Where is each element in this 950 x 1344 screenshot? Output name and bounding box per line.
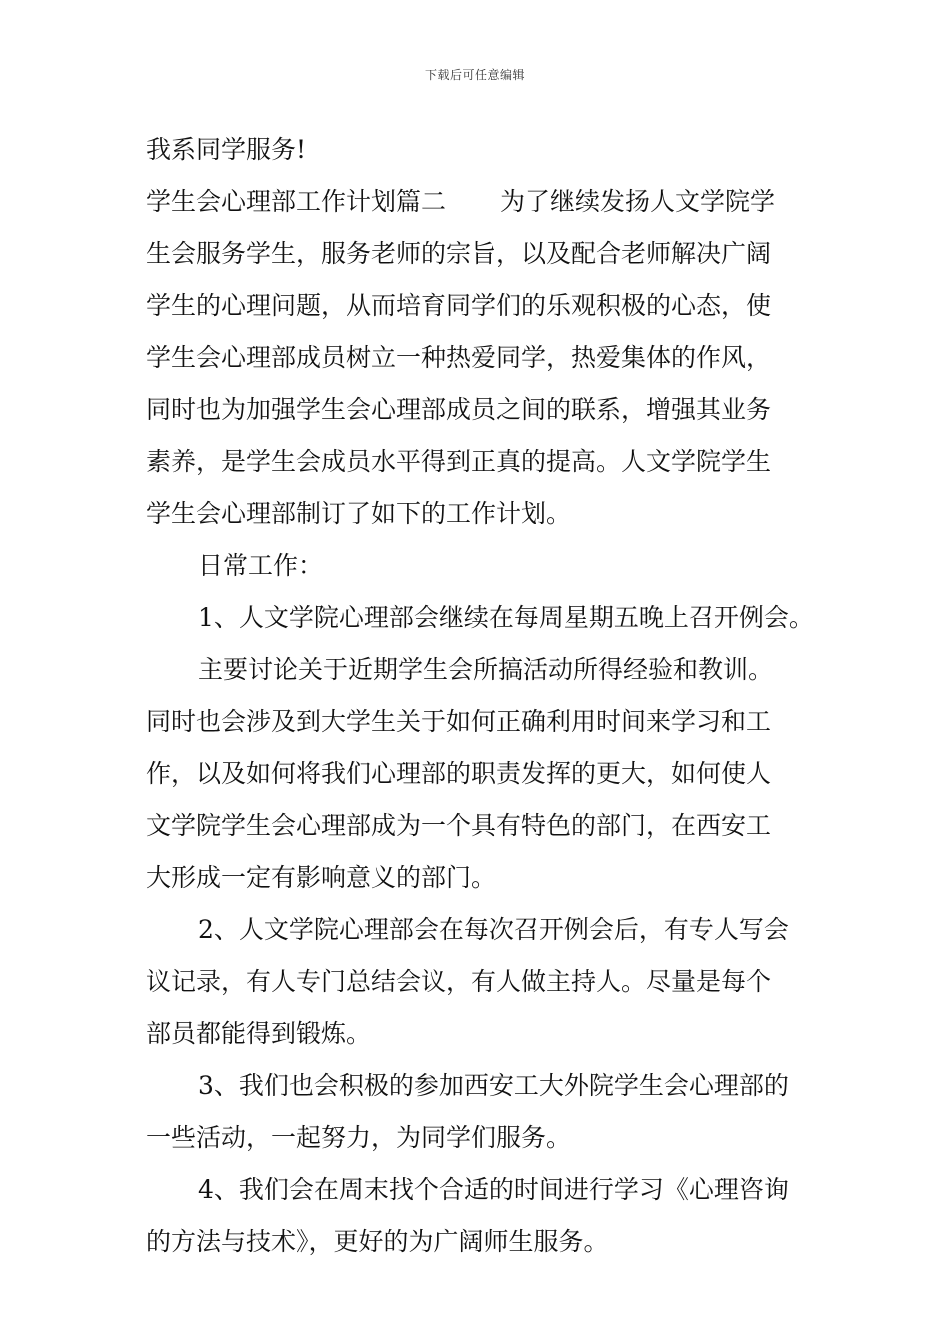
text-line: 学生会心理部成员树立一种热爱同学，热爱集体的作风，	[146, 343, 772, 372]
text-line: 作，以及如何将我们心理部的职责发挥的更大，如何使人	[146, 759, 772, 788]
text-line: 主要讨论关于近期学生会所搞活动所得经验和教训。	[198, 655, 774, 684]
text-line: 学生的心理问题，从而培育同学们的乐观积极的心态，使	[146, 291, 772, 320]
text-line: 议记录，有人专门总结会议，有人做主持人。尽量是每个	[146, 967, 772, 996]
text-line: 生会服务学生，服务老师的宗旨，以及配合老师解决广阔	[146, 239, 772, 268]
header-note: 下载后可任意编辑	[424, 68, 525, 82]
text-line: 同时也为加强学生会心理部成员之间的联系，增强其业务	[146, 395, 772, 424]
text-line: 学生会心理部制订了如下的工作计划。	[146, 499, 572, 528]
text-line: 素养，是学生会成员水平得到正真的提高。人文学院学生	[146, 447, 772, 476]
section-title: 学生会心理部工作计划篇二	[146, 187, 447, 216]
text-line-heading: 日常工作：	[198, 551, 324, 580]
text-line: 的方法与技术》，更好的为广阔师生服务。	[146, 1227, 609, 1256]
text-line-item-2: 2、人文学院心理部会在每次召开例会后，有专人写会	[198, 915, 789, 944]
text-line: 一些活动，一起努力，为同学们服务。	[146, 1123, 572, 1152]
text-line-item-3: 3、我们也会积极的参加西安工大外院学生会心理部的	[198, 1071, 789, 1100]
document-body	[146, 124, 814, 1268]
text-line: 大形成一定有影响意义的部门。	[146, 863, 497, 892]
section-title-tail: 为了继续发扬人文学院学	[500, 187, 776, 216]
text-line-item-1: 1、人文学院心理部会继续在每周星期五晚上召开例会。	[198, 603, 814, 632]
text-line-item-4: 4、我们会在周末找个合适的时间进行学习《心理咨询	[198, 1175, 789, 1204]
text-line: 部员都能得到锻炼。	[146, 1019, 372, 1048]
text-line: 我系同学服务!	[146, 135, 307, 164]
text-line: 文学院学生会心理部成为一个具有特色的部门，在西安工	[146, 811, 772, 840]
text-line-title	[146, 176, 806, 228]
text-line: 同时也会涉及到大学生关于如何正确利用时间来学习和工	[146, 707, 772, 736]
